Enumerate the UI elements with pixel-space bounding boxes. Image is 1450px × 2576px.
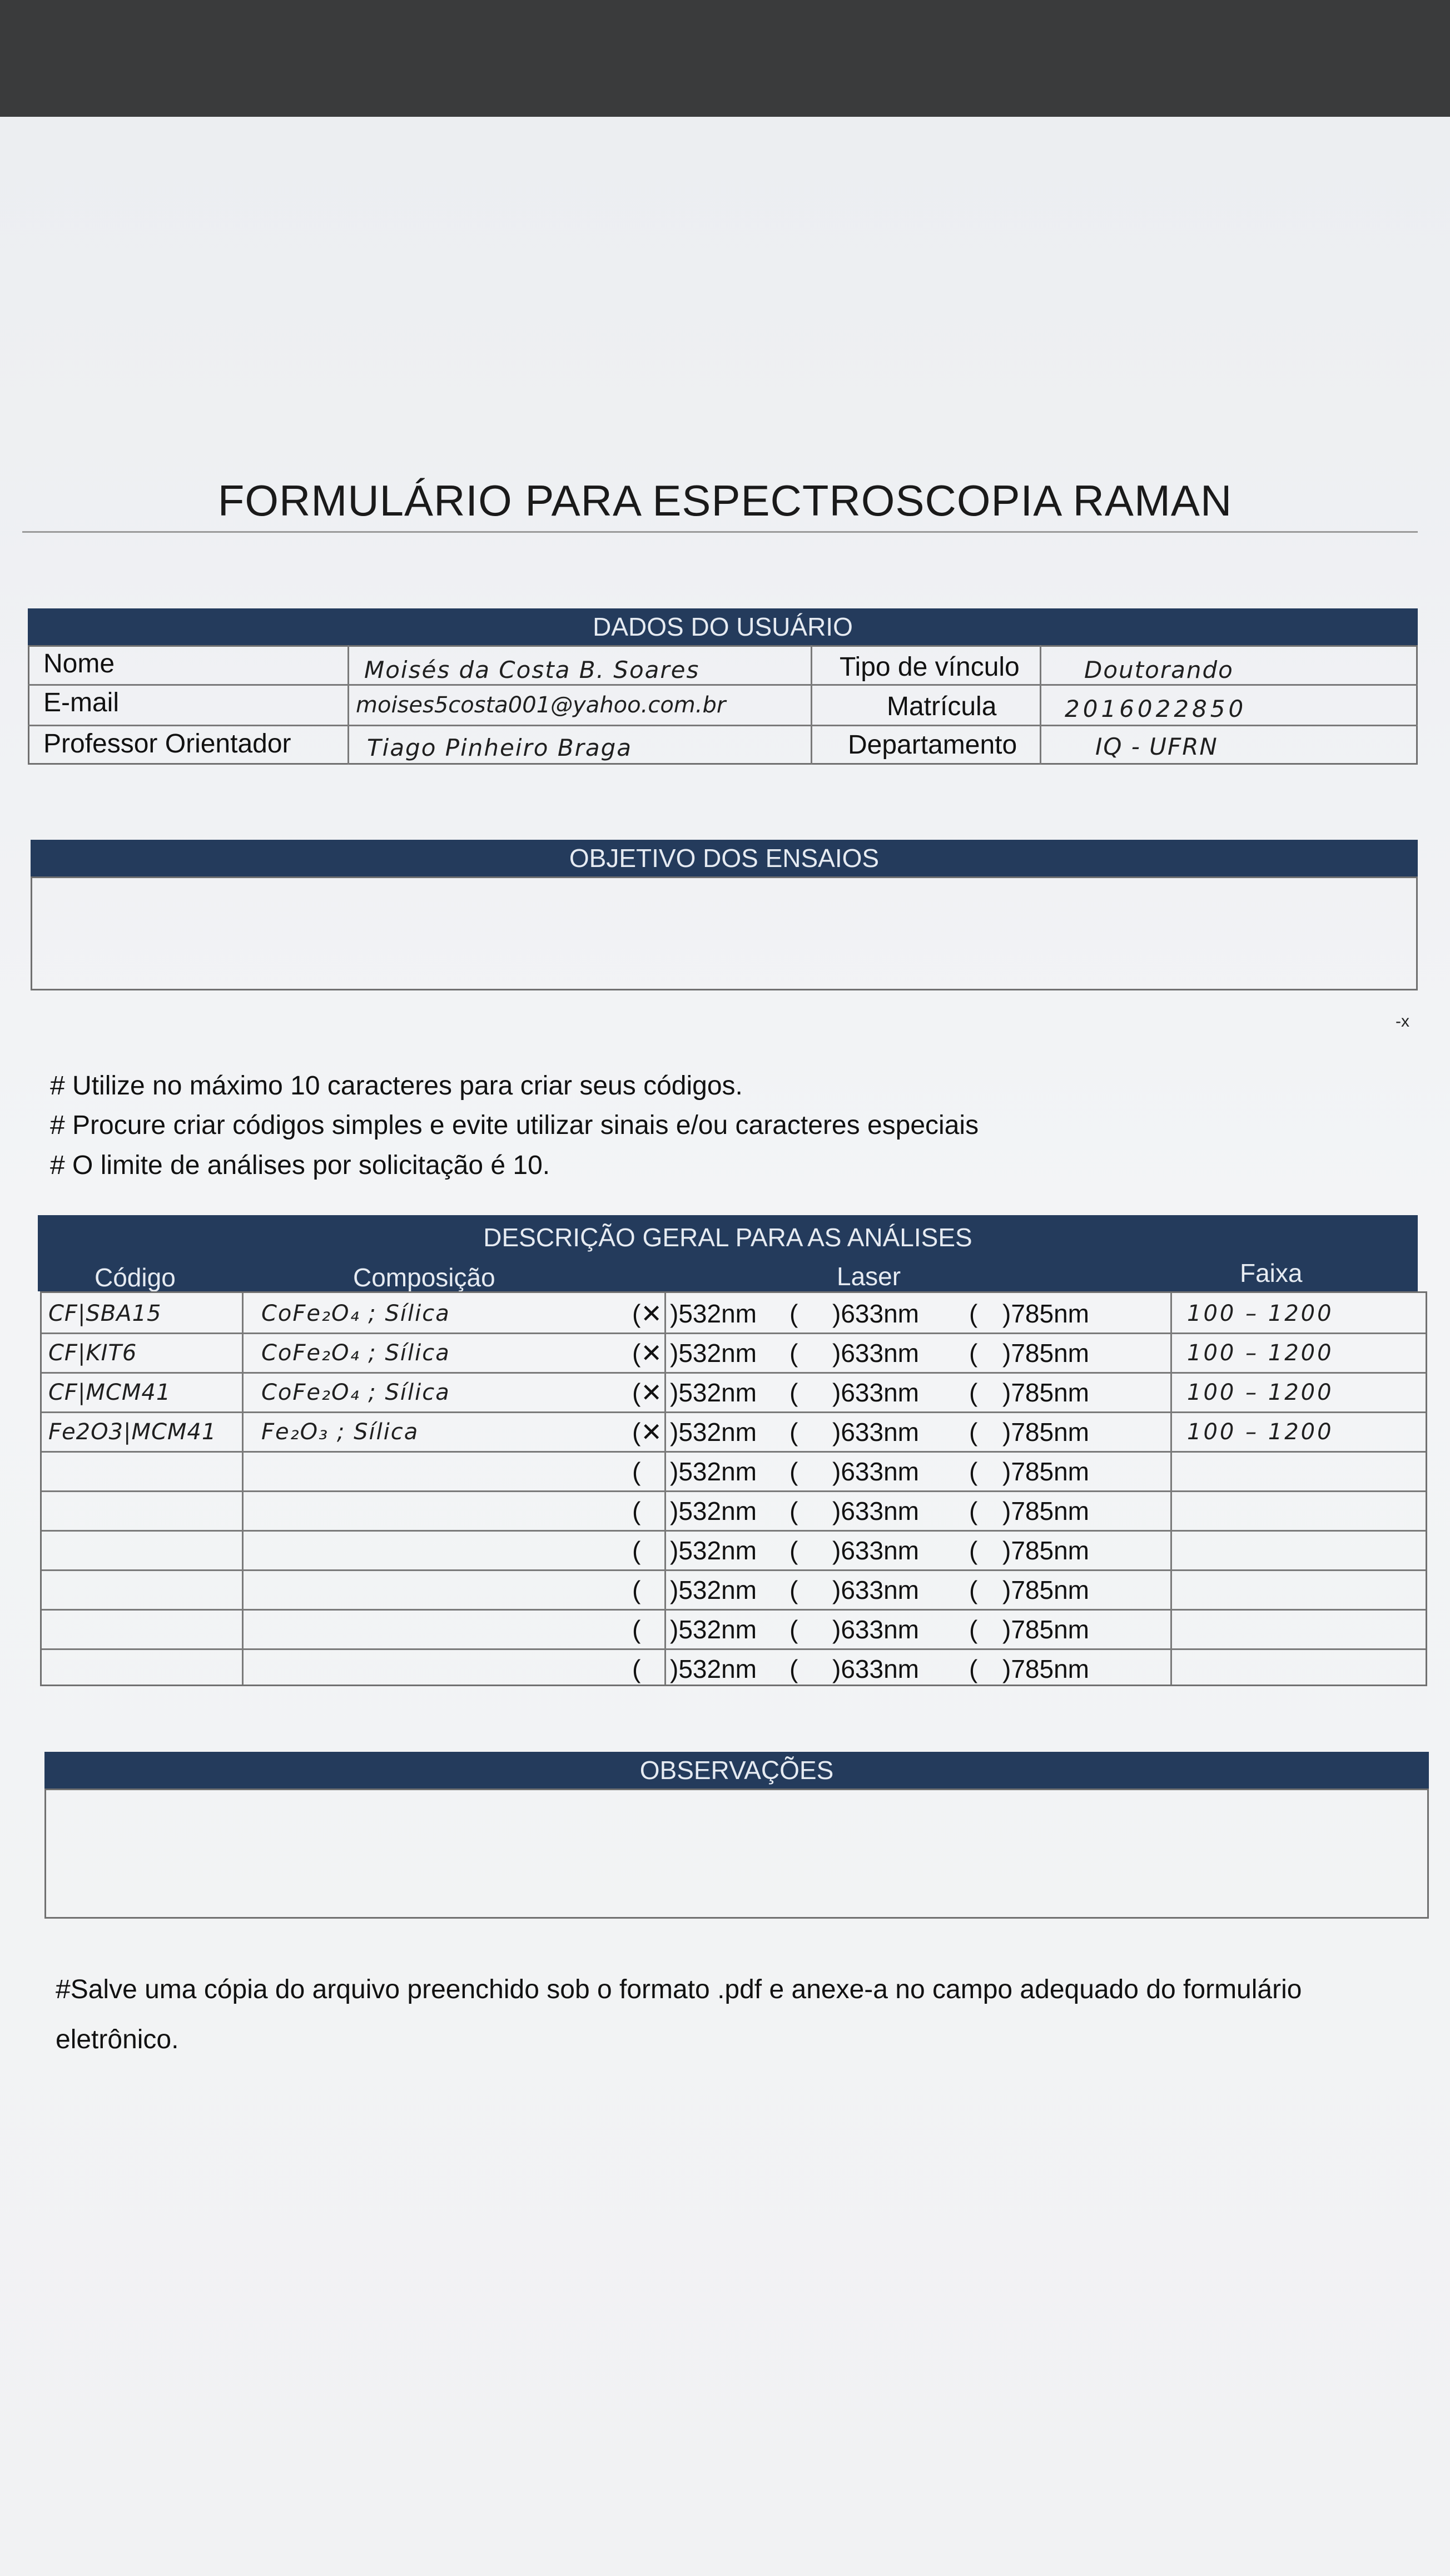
objective-input-area[interactable] xyxy=(31,876,1418,990)
laser-785-checkbox[interactable]: ( xyxy=(969,1576,978,1604)
laser-532-label: )532nm xyxy=(670,1497,757,1525)
laser-785-label: )785nm xyxy=(1002,1654,1089,1683)
note-line: # Utilize no máximo 10 caracteres para criar seus códigos. xyxy=(50,1071,743,1101)
laser-633-label: )633nm xyxy=(832,1378,919,1407)
name-field[interactable]: Moisés da Costa B. Soares xyxy=(364,656,700,683)
laser-785-label: )785nm xyxy=(1002,1536,1089,1565)
range-column-header: Faixa xyxy=(1240,1259,1303,1287)
composition-cell[interactable]: CoFe₂O₄ ; Sílica xyxy=(261,1340,450,1366)
laser-633-checkbox[interactable]: ( xyxy=(789,1339,798,1368)
laser-532-checkbox[interactable]: ( xyxy=(632,1536,641,1565)
col-divider xyxy=(811,645,812,765)
note-line: # Procure criar códigos simples e evite utilizar sinais e/ou caracteres especiais xyxy=(50,1111,979,1140)
laser-532-label: )532nm xyxy=(670,1299,757,1328)
laser-785-checkbox[interactable]: ( xyxy=(969,1497,978,1525)
laser-532-label: )532nm xyxy=(670,1378,757,1407)
col-divider xyxy=(347,645,349,765)
laser-633-checkbox[interactable]: ( xyxy=(789,1418,798,1446)
laser-column-header: Laser xyxy=(837,1262,901,1291)
page-title: FORMULÁRIO PARA ESPECTROSCOPIA RAMAN xyxy=(217,476,1233,525)
composition-cell[interactable]: Fe₂O₃ ; Sílica xyxy=(261,1419,419,1445)
range-cell[interactable]: 100 – 1200 xyxy=(1187,1340,1334,1366)
range-cell[interactable]: 100 – 1200 xyxy=(1187,1419,1334,1445)
laser-633-label: )633nm xyxy=(832,1576,919,1604)
laser-785-label: )785nm xyxy=(1002,1299,1089,1328)
col-divider xyxy=(1040,645,1041,765)
laser-532-checkbox[interactable]: (✕ xyxy=(632,1299,662,1328)
range-cell[interactable]: 100 – 1200 xyxy=(1187,1301,1334,1326)
laser-633-checkbox[interactable]: ( xyxy=(789,1654,798,1683)
laser-633-label: )633nm xyxy=(832,1654,919,1683)
laser-633-label: )633nm xyxy=(832,1497,919,1525)
laser-785-checkbox[interactable]: ( xyxy=(969,1418,978,1446)
laser-785-checkbox[interactable]: ( xyxy=(969,1339,978,1368)
laser-633-checkbox[interactable]: ( xyxy=(789,1615,798,1644)
laser-633-checkbox[interactable]: ( xyxy=(789,1536,798,1565)
laser-532-checkbox[interactable]: ( xyxy=(632,1497,641,1525)
laser-633-label: )633nm xyxy=(832,1339,919,1368)
laser-532-label: )532nm xyxy=(670,1457,757,1486)
note-line: # O limite de análises por solicitação é 10. xyxy=(50,1151,550,1180)
range-cell[interactable]: 100 – 1200 xyxy=(1187,1380,1334,1405)
composition-cell[interactable]: CoFe₂O₄ ; Sílica xyxy=(261,1301,450,1326)
composition-cell[interactable]: CoFe₂O₄ ; Sílica xyxy=(261,1380,450,1405)
laser-633-label: )633nm xyxy=(832,1418,919,1446)
laser-633-label: )633nm xyxy=(832,1536,919,1565)
code-cell[interactable]: CF|SBA15 xyxy=(48,1301,162,1326)
department-label: Departamento xyxy=(848,730,1017,760)
laser-532-checkbox[interactable]: ( xyxy=(632,1615,641,1644)
link-type-field[interactable]: Doutorando xyxy=(1084,656,1234,683)
laser-785-label: )785nm xyxy=(1002,1576,1089,1604)
laser-785-checkbox[interactable]: ( xyxy=(969,1615,978,1644)
analysis-table xyxy=(40,1291,1427,1686)
laser-532-label: )532nm xyxy=(670,1615,757,1644)
laser-785-label: )785nm xyxy=(1002,1615,1089,1644)
code-cell[interactable]: Fe2O3|MCM41 xyxy=(48,1419,217,1445)
analysis-section-header: DESCRIÇÃO GERAL PARA AS ANÁLISES xyxy=(483,1223,972,1252)
laser-785-label: )785nm xyxy=(1002,1418,1089,1446)
laser-785-checkbox[interactable]: ( xyxy=(969,1378,978,1407)
laser-633-label: )633nm xyxy=(832,1299,919,1328)
email-field[interactable]: moises5costa001@yahoo.com.br xyxy=(356,692,726,718)
user-section-header: DADOS DO USUÁRIO xyxy=(28,608,1418,645)
observations-section-header: OBSERVAÇÕES xyxy=(44,1752,1429,1789)
code-cell[interactable]: CF|KIT6 xyxy=(48,1340,137,1366)
composition-column-header: Composição xyxy=(353,1263,495,1292)
laser-633-label: )633nm xyxy=(832,1615,919,1644)
laser-532-checkbox[interactable]: ( xyxy=(632,1576,641,1604)
laser-532-label: )532nm xyxy=(670,1339,757,1368)
code-cell[interactable]: CF|MCM41 xyxy=(48,1380,171,1405)
registration-label: Matrícula xyxy=(887,692,997,721)
laser-633-checkbox[interactable]: ( xyxy=(789,1299,798,1328)
advisor-field[interactable]: Tiago Pinheiro Braga xyxy=(367,734,633,761)
registration-field[interactable]: 2016022850 xyxy=(1065,695,1247,722)
advisor-label: Professor Orientador xyxy=(43,729,291,759)
laser-633-checkbox[interactable]: ( xyxy=(789,1576,798,1604)
title-divider xyxy=(22,531,1418,533)
row-divider xyxy=(28,725,1418,726)
laser-532-checkbox[interactable]: (✕ xyxy=(632,1378,662,1407)
laser-633-checkbox[interactable]: ( xyxy=(789,1457,798,1486)
laser-532-checkbox[interactable]: (✕ xyxy=(632,1339,662,1368)
footer-note-cont: eletrônico. xyxy=(56,2025,179,2054)
name-label: Nome xyxy=(43,649,115,678)
laser-532-checkbox[interactable]: (✕ xyxy=(632,1418,662,1446)
laser-532-label: )532nm xyxy=(670,1418,757,1446)
laser-785-label: )785nm xyxy=(1002,1378,1089,1407)
objective-section-header: OBJETIVO DOS ENSAIOS xyxy=(31,840,1418,876)
laser-532-checkbox[interactable]: ( xyxy=(632,1654,641,1683)
laser-785-label: )785nm xyxy=(1002,1339,1089,1368)
row-divider xyxy=(28,684,1418,686)
observations-input-area[interactable] xyxy=(44,1789,1429,1919)
laser-785-checkbox[interactable]: ( xyxy=(969,1654,978,1683)
laser-633-checkbox[interactable]: ( xyxy=(789,1378,798,1407)
laser-633-checkbox[interactable]: ( xyxy=(789,1497,798,1525)
code-column-header: Código xyxy=(95,1263,176,1292)
laser-785-checkbox[interactable]: ( xyxy=(969,1457,978,1486)
laser-532-label: )532nm xyxy=(670,1654,757,1683)
laser-785-label: )785nm xyxy=(1002,1497,1089,1525)
footer-note: #Salve uma cópia do arquivo preenchido sob o formato .pdf e anexe-a no campo adequado do formulário xyxy=(56,1975,1302,2004)
laser-532-label: )532nm xyxy=(670,1576,757,1604)
laser-785-label: )785nm xyxy=(1002,1457,1089,1486)
laser-785-checkbox[interactable]: ( xyxy=(969,1299,978,1328)
laser-532-label: )532nm xyxy=(670,1536,757,1565)
stray-mark: -x xyxy=(1396,1012,1409,1031)
laser-532-checkbox[interactable]: ( xyxy=(632,1457,641,1486)
department-field[interactable]: IQ - UFRN xyxy=(1095,733,1218,760)
link-type-label: Tipo de vínculo xyxy=(840,652,1020,682)
email-label: E-mail xyxy=(43,688,120,717)
laser-785-checkbox[interactable]: ( xyxy=(969,1536,978,1565)
laser-633-label: )633nm xyxy=(832,1457,919,1486)
